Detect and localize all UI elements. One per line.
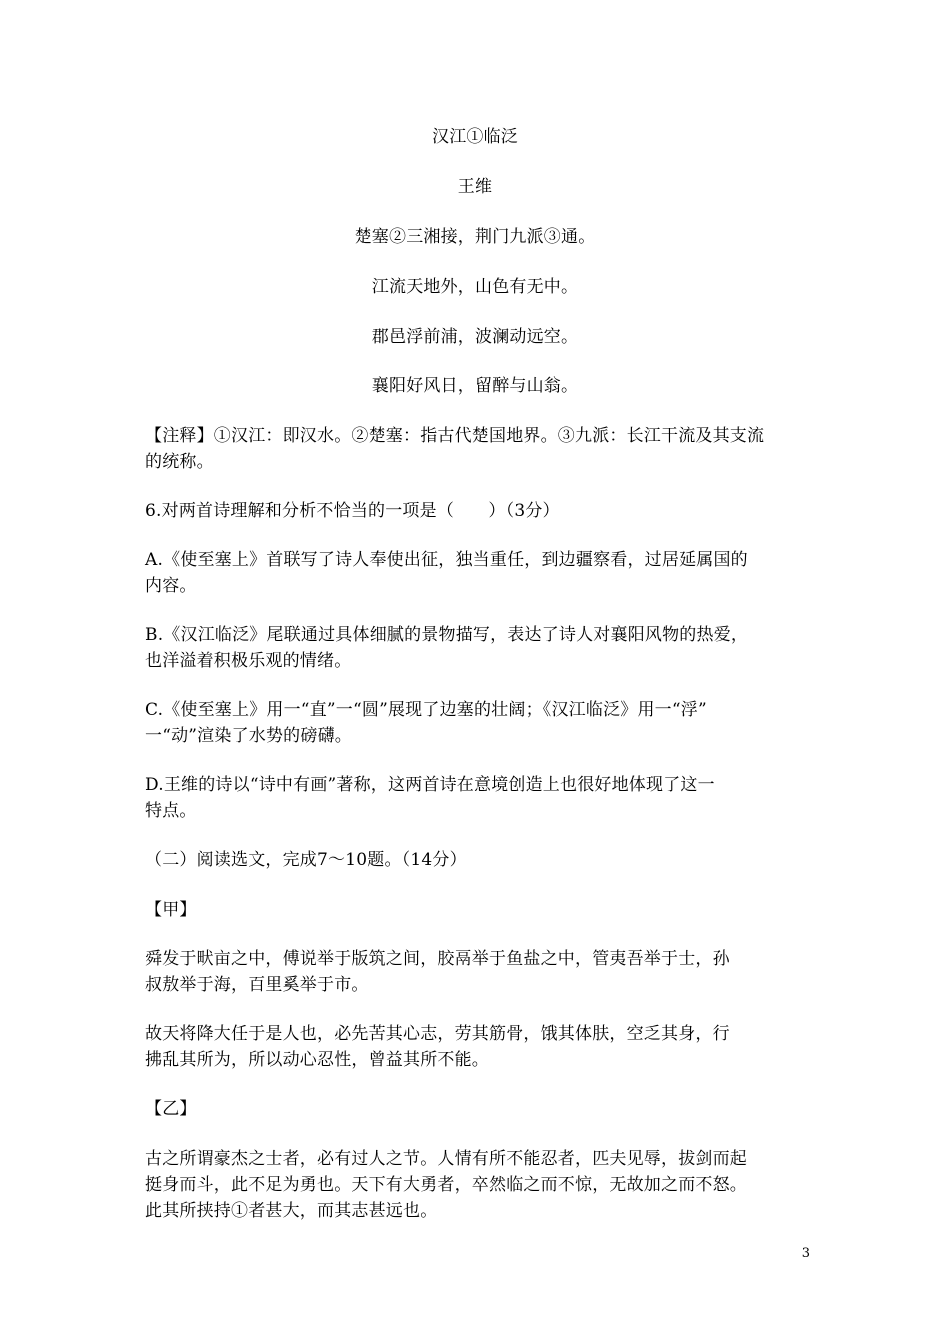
- page-number: 3: [801, 1246, 810, 1261]
- option-c-line: C.《使至塞上》用一“直”一“圆”展现了边塞的壮阔；《汉江临泛》用一“浮”: [145, 700, 707, 720]
- poem-line: 楚塞②三湘接，荆门九派③通。: [354, 227, 596, 247]
- poem-line: 襄阳好风日，留醉与山翁。: [371, 376, 579, 396]
- option-a-line: A.《使至塞上》首联写了诗人奉使出征，独当重任，到边疆察看，过居延属国的: [145, 550, 748, 570]
- passage-jia-line: 舜发于畎亩之中，傅说举于版筑之间，胶鬲举于鱼盐之中，管夷吾举于士，孙: [145, 949, 730, 969]
- option-d-line: 特点。: [145, 801, 197, 821]
- option-c-line: 一“动”渲染了水势的磅礴。: [145, 726, 352, 746]
- poem-author: 王维: [457, 177, 493, 197]
- passage-yi-line: 挺身而斗，此不足为勇也。天下有大勇者，卒然临之而不惊，无故加之而不怒。: [145, 1175, 747, 1195]
- option-d-line: D.王维的诗以“诗中有画”著称，这两首诗在意境创造上也很好地体现了这一: [145, 775, 715, 795]
- passage-yi-label: 【乙】: [145, 1099, 197, 1119]
- passage-jia-line: 拂乱其所为，所以动心忍性，曾益其所不能。: [145, 1050, 489, 1070]
- passage-jia-line: 叔敖举于海，百里奚举于市。: [145, 975, 369, 995]
- question-6-stem: 6.对两首诗理解和分析不恰当的一项是（ ）（3分）: [145, 501, 560, 521]
- passage-jia-label: 【甲】: [145, 900, 197, 920]
- poem-line: 江流天地外，山色有无中。: [371, 277, 579, 297]
- passage-yi-line: 此其所挟持①者甚大，而其志甚远也。: [145, 1201, 438, 1221]
- option-b-line: 也洋溢着积极乐观的情绪。: [145, 651, 352, 671]
- passage-jia-line: 故天将降大任于是人也，必先苦其心志，劳其筋骨，饿其体肤，空乏其身，行: [145, 1024, 730, 1044]
- option-b-line: B.《汉江临泛》尾联通过具体细腻的景物描写，表达了诗人对襄阳风物的热爱，: [145, 625, 749, 645]
- poem-line: 郡邑浮前浦，波澜动远空。: [371, 327, 579, 347]
- section-2-heading: （二）阅读选文，完成7～10题。（14分）: [145, 850, 467, 870]
- poem-title: 汉江①临泛: [432, 127, 518, 147]
- passage-yi-line: 古之所谓豪杰之士者，必有过人之节。人情有所不能忍者，匹夫见辱，拔剑而起: [145, 1149, 747, 1169]
- poem-notes-line: 的统称。: [145, 452, 214, 472]
- poem-notes-line: 【注释】①汉江：即汉水。②楚塞：指古代楚国地界。③九派：长江干流及其支流: [145, 426, 765, 446]
- option-a-line: 内容。: [145, 576, 197, 596]
